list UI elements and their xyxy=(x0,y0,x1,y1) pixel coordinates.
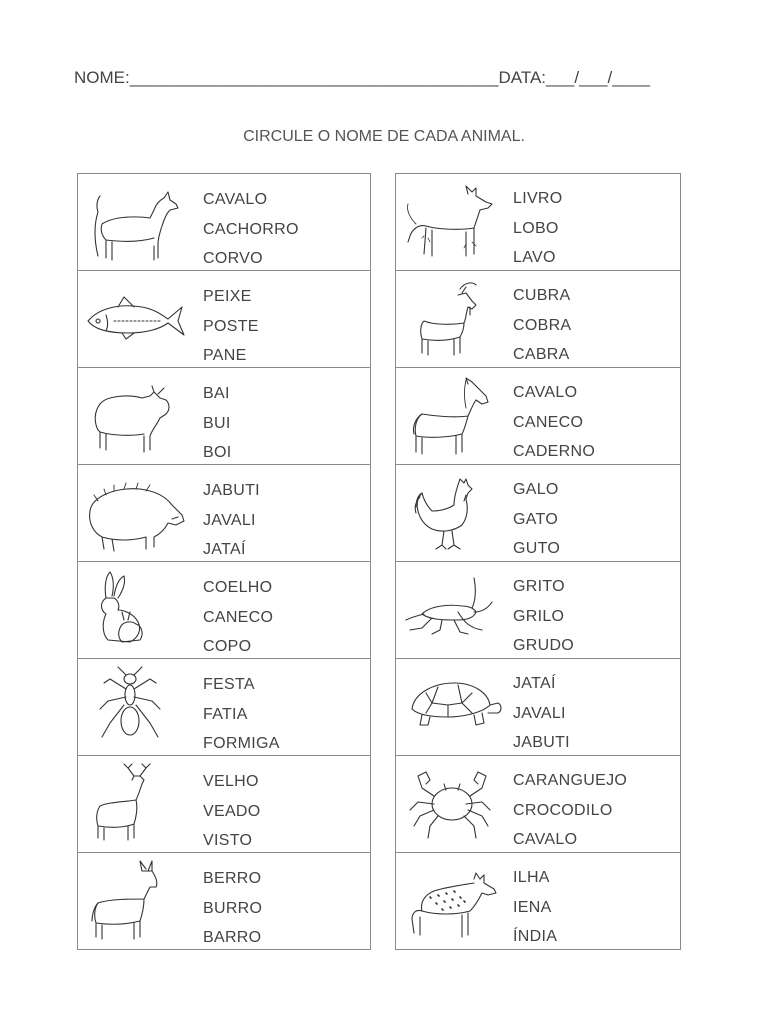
word-option[interactable]: JABUTI xyxy=(513,734,570,751)
word-option[interactable]: BUI xyxy=(203,414,231,432)
word-option[interactable]: CARANGUEJO xyxy=(513,772,628,789)
word-option[interactable]: COPO xyxy=(203,638,252,655)
word-option[interactable]: GRUDO xyxy=(513,637,575,654)
word-option[interactable]: VELHO xyxy=(203,773,259,790)
ant-icon xyxy=(84,665,190,749)
dog-icon xyxy=(84,180,190,264)
word-option[interactable]: ÍNDIA xyxy=(513,928,558,945)
word-option[interactable]: CANECO xyxy=(513,413,584,431)
goat-icon xyxy=(402,277,508,361)
word-option[interactable]: CADERNO xyxy=(513,443,596,460)
word-option[interactable]: JAVALI xyxy=(513,704,566,722)
word-option[interactable]: FORMIGA xyxy=(203,735,280,752)
word-option[interactable]: IENA xyxy=(513,898,552,916)
cricket-icon xyxy=(402,568,508,652)
hyena-icon xyxy=(402,859,508,943)
data-label: DATA: xyxy=(498,68,547,87)
crab-icon xyxy=(402,762,508,846)
ox-icon xyxy=(84,374,190,458)
animal-cell xyxy=(395,853,681,950)
word-option[interactable]: CUBRA xyxy=(513,287,571,304)
word-option[interactable]: CANECO xyxy=(203,608,274,626)
word-option[interactable]: BARRO xyxy=(203,929,262,946)
word-option[interactable]: CROCODILO xyxy=(513,801,613,819)
animal-cell xyxy=(77,173,371,271)
word-option[interactable]: COELHO xyxy=(203,579,273,596)
animal-cell xyxy=(77,756,371,853)
word-option[interactable]: GUTO xyxy=(513,540,561,557)
word-option[interactable]: FESTA xyxy=(203,676,255,693)
word-option[interactable]: POSTE xyxy=(203,317,259,335)
word-option[interactable]: CABRA xyxy=(513,346,570,363)
left-column xyxy=(77,173,371,950)
word-option[interactable]: JATAÍ xyxy=(203,541,246,558)
wolf-icon xyxy=(402,180,508,264)
right-column xyxy=(395,173,681,950)
word-option[interactable]: LIVRO xyxy=(513,190,563,207)
fish-icon xyxy=(84,277,190,361)
word-option[interactable]: VEADO xyxy=(203,802,261,820)
data-field[interactable]: ___/___/____ xyxy=(546,68,651,87)
word-option[interactable]: CAVALO xyxy=(203,191,268,208)
word-option[interactable]: PANE xyxy=(203,347,247,364)
instruction: CIRCULE O NOME DE CADA ANIMAL. xyxy=(243,128,525,145)
animal-cell xyxy=(77,659,371,756)
nome-field[interactable]: _______________________________________ xyxy=(129,68,499,87)
word-option[interactable]: BAI xyxy=(203,385,230,402)
animal-cell xyxy=(395,659,681,756)
animal-cell xyxy=(77,368,371,465)
word-option[interactable]: LOBO xyxy=(513,219,559,237)
word-option[interactable]: PEIXE xyxy=(203,288,252,305)
word-option[interactable]: CORVO xyxy=(203,250,263,267)
word-option[interactable]: LAVO xyxy=(513,249,556,266)
animal-cell xyxy=(77,562,371,659)
rooster-icon xyxy=(402,471,508,555)
animal-cell xyxy=(395,562,681,659)
word-option[interactable]: JATAÍ xyxy=(513,675,556,692)
word-option[interactable]: CAVALO xyxy=(513,384,578,401)
boar-icon xyxy=(84,471,190,555)
word-option[interactable]: GRITO xyxy=(513,578,565,595)
word-option[interactable]: JAVALI xyxy=(203,511,256,529)
animal-cell xyxy=(77,271,371,368)
tortoise-icon xyxy=(402,665,508,749)
word-option[interactable]: BERRO xyxy=(203,870,262,887)
animal-cell xyxy=(395,271,681,368)
animal-cell xyxy=(395,756,681,853)
word-option[interactable]: COBRA xyxy=(513,316,572,334)
word-option[interactable]: JABUTI xyxy=(203,482,260,499)
animal-cell xyxy=(77,853,371,950)
deer-icon xyxy=(84,762,190,846)
animal-cell xyxy=(395,465,681,562)
animal-cell xyxy=(77,465,371,562)
word-option[interactable]: ILHA xyxy=(513,869,550,886)
horse-icon xyxy=(402,374,508,458)
word-option[interactable]: FATIA xyxy=(203,705,248,723)
word-option[interactable]: GRILO xyxy=(513,607,565,625)
word-option[interactable]: BOI xyxy=(203,444,232,461)
rabbit-icon xyxy=(84,568,190,652)
word-option[interactable]: GATO xyxy=(513,510,559,528)
word-option[interactable]: CAVALO xyxy=(513,831,578,848)
animal-cell xyxy=(395,173,681,271)
word-option[interactable]: BURRO xyxy=(203,899,263,917)
word-option[interactable]: CACHORRO xyxy=(203,220,299,238)
header-line xyxy=(74,68,650,88)
word-option[interactable]: GALO xyxy=(513,481,559,498)
nome-label: NOME: xyxy=(74,68,130,87)
word-option[interactable]: VISTO xyxy=(203,832,253,849)
animal-cell xyxy=(395,368,681,465)
donkey-icon xyxy=(84,859,190,943)
